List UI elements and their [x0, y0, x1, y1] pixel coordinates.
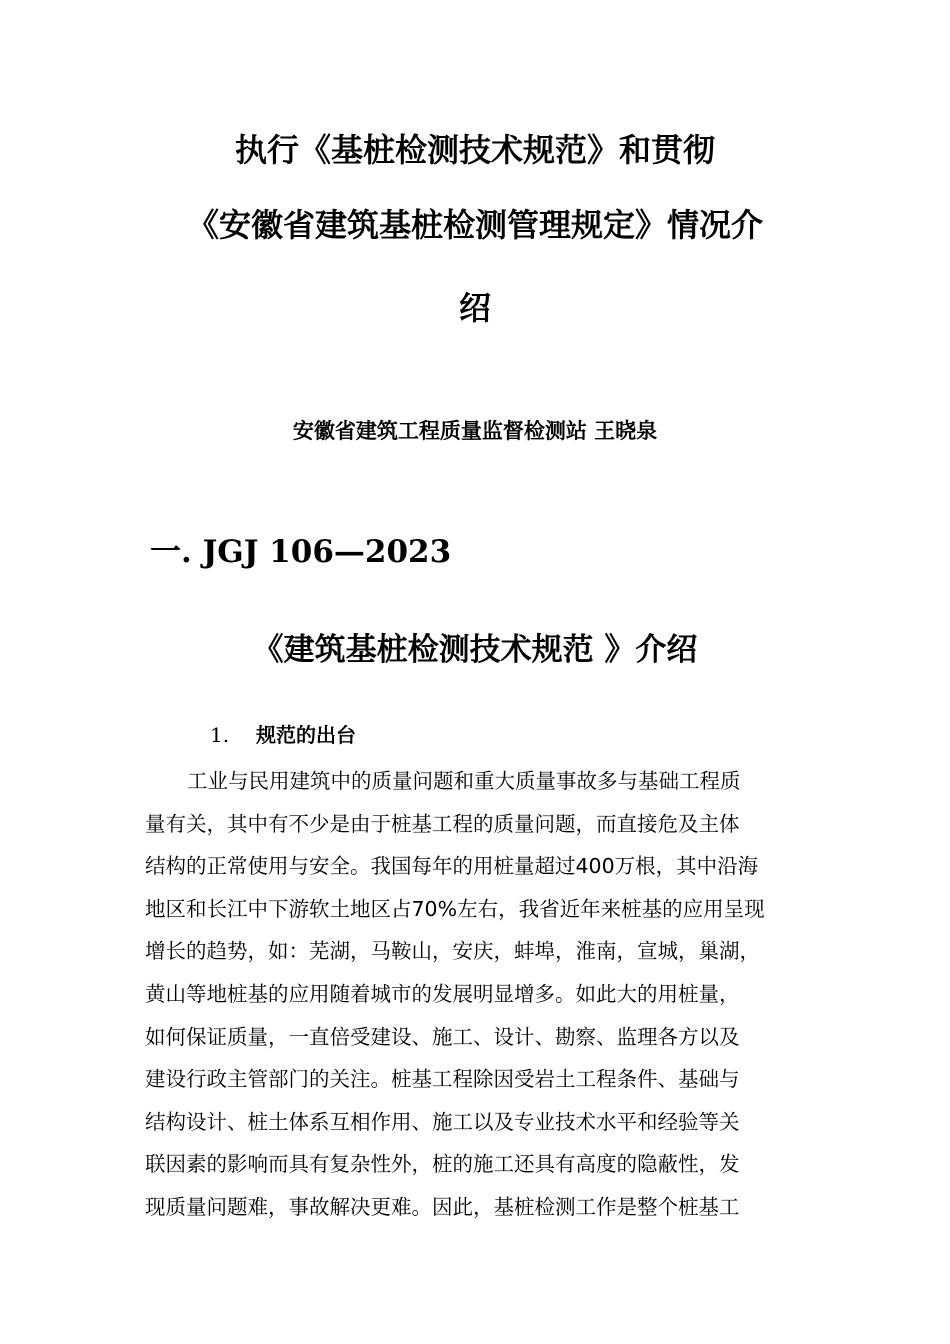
- document-title-line-2: 《安徽省建筑基桩检测管理规定》情况介: [186, 206, 763, 244]
- paragraph-line: 工业与民用建筑中的质量问题和重大质量事故多与基础工程质: [187, 769, 741, 793]
- subsection-heading: [210, 720, 356, 750]
- paragraph-line: 增长的趋势，如：芜湖，马鞍山，安庆，蚌埠，淮南，宣城，巢湖，: [145, 939, 760, 964]
- paragraph-line: 联因素的影响而具有复杂性外，桩的施工还具有高度的隐蔽性，发: [145, 1152, 740, 1177]
- paragraph-line: 量有关，其中有不少是由于桩基工程的质量问题，而直接危及主体: [145, 811, 740, 836]
- body-paragraph: [145, 760, 810, 1229]
- author-line: 安徽省建筑工程质量监督检测站 王晓泉: [292, 419, 658, 443]
- paragraph-line: 建设行政主管部门的关注。桩基工程除因受岩土工程条件、基础与: [145, 1067, 740, 1092]
- section-subtitle: 《建筑基桩检测技术规范 》介绍: [252, 632, 698, 668]
- subsection-title: 规范的出台: [256, 723, 356, 747]
- document-title-line-1: 执行《基桩检测技术规范》和贯彻: [234, 131, 715, 169]
- section-heading: 一. JGJ 106—2023: [150, 534, 452, 570]
- paragraph-line: 地区和长江中下游软土地区占70%左右，我省近年来桩基的应用呈现: [145, 896, 765, 921]
- paragraph-line: 如何保证质量，一直倍受建设、施工、设计、勘察、监理各方以及: [145, 1024, 740, 1049]
- paragraph-line: 结构的正常使用与安全。我国每年的用桩量超过400万根，其中沿海: [145, 854, 759, 879]
- document-title-line-3: 绍: [458, 289, 491, 327]
- subsection-number: 1.: [210, 723, 230, 747]
- paragraph-line: 结构设计、桩土体系互相作用、施工以及专业技术水平和经验等关: [145, 1109, 740, 1134]
- paragraph-line: 现质量问题难，事故解决更难。因此，基桩检测工作是整个桩基工: [145, 1194, 740, 1219]
- paragraph-line: 黄山等地桩基的应用随着城市的发展明显增多。如此大的用桩量，: [145, 981, 740, 1006]
